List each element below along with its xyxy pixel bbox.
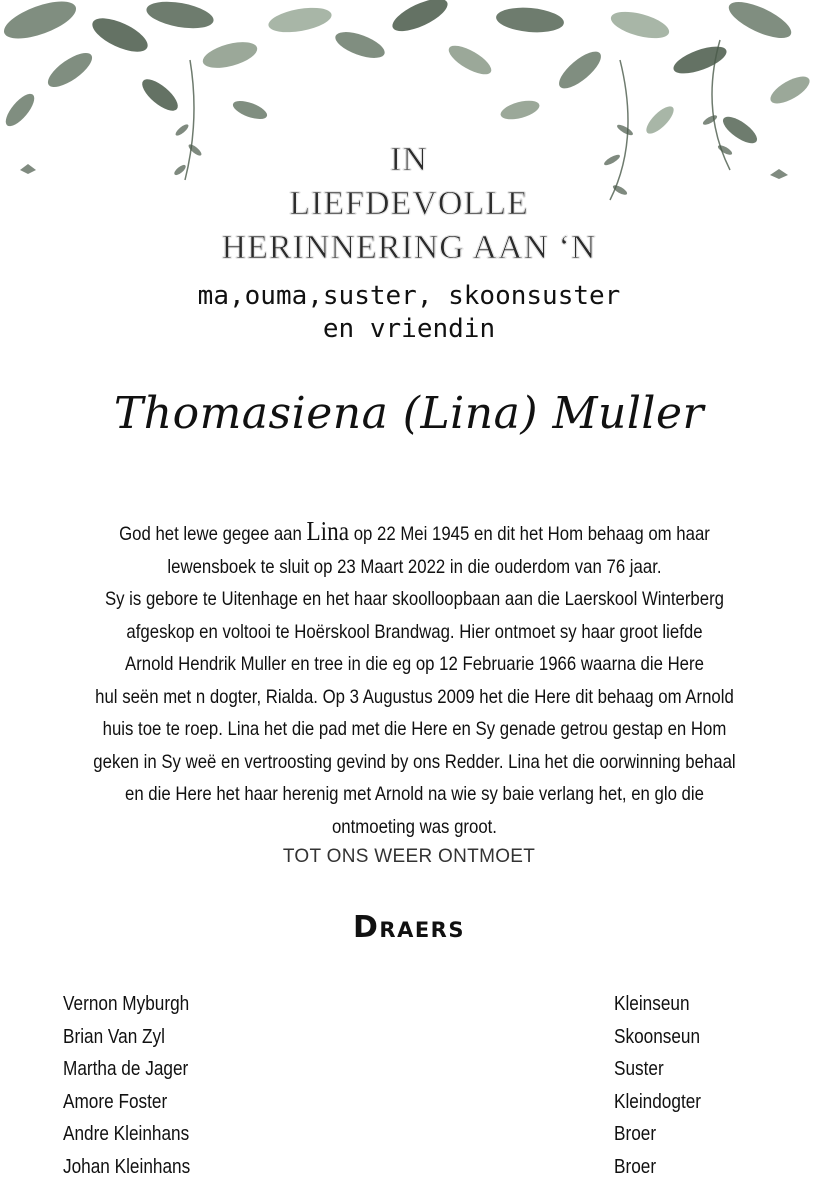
obituary-line: ontmoeting was groot.: [331, 815, 497, 838]
bearer-relation: Kleinseun: [614, 993, 690, 1015]
bearer-name: Andre Kleinhans: [63, 1123, 190, 1145]
relationship-subtitle: [0, 280, 818, 346]
bearer-relation: Broer: [614, 1155, 657, 1178]
subtitle-line: ma,ouma,suster, skoonsuster: [197, 281, 621, 311]
bearer-relation: Kleindogter: [614, 1090, 702, 1113]
bearer-row: [0, 988, 818, 1021]
bearer-relation: Skoonseun: [614, 1025, 701, 1048]
bearers-list: [0, 988, 818, 1183]
obituary-line: huis toe te roep. Lina het die pad met die Here en Sy genade getrou gestap en Hom: [102, 718, 727, 740]
bearer-row: [0, 1151, 818, 1184]
title-line: LIEFDEVOLLE: [289, 185, 529, 222]
obituary-name-emphasis: Lina: [306, 516, 350, 546]
title-line: HERINNERING AAN ‘N: [221, 229, 597, 266]
obituary-line: hul seën met n dogter, Rialda. Op 3 Augustus 2009 het die Here dit behaag om Arnold: [95, 685, 734, 708]
bearer-name: Vernon Myburgh: [63, 993, 190, 1015]
obituary-line: [19, 515, 809, 551]
memorial-title: [0, 140, 818, 268]
obituary-line: geken in Sy weë en vertroosting gevind by ons Redder. Lina het die oorwinning behaal: [93, 750, 736, 773]
obituary-line-part: op 22 Mei 1945 en dit het Hom behaag om haar: [349, 523, 710, 545]
bearer-relation: Suster: [614, 1058, 664, 1080]
bearer-row: [0, 1086, 818, 1119]
obituary-line: afgeskop en voltooi te Hoërskool Brandwag. Hier ontmoet sy haar groot liefde: [126, 620, 703, 643]
bearer-row: [0, 1118, 818, 1151]
bearer-name: Johan Kleinhans: [63, 1155, 191, 1178]
bearers-heading: Draers: [353, 910, 465, 945]
bearer-row: [0, 1021, 818, 1054]
obituary-line-part: God het lewe gegee aan: [119, 523, 307, 545]
bearer-name: Brian Van Zyl: [63, 1025, 165, 1048]
subtitle-line: en vriendin: [322, 314, 496, 344]
obituary-line: Arnold Hendrik Muller en tree in die eg op 12 Februarie 1966 waarna die Here: [125, 653, 704, 675]
deceased-name: Thomasiena (Lina) Muller: [113, 388, 705, 439]
bearer-row: [0, 1053, 818, 1086]
closing-phrase: TOT ONS WEER ONTMOET: [282, 846, 536, 867]
obituary-text: [19, 515, 809, 843]
obituary-line: lewensboek te sluit op 23 Maart 2022 in die ouderdom van 76 jaar.: [167, 555, 662, 578]
bearer-name: Amore Foster: [63, 1090, 168, 1113]
obituary-line: Sy is gebore te Uitenhage en het haar skoolloopbaan aan die Laerskool Winterberg: [104, 588, 724, 610]
bearer-name: Martha de Jager: [63, 1058, 189, 1080]
bearer-relation: Broer: [614, 1123, 657, 1145]
title-line: IN: [390, 141, 428, 178]
obituary-line: en die Here het haar herenig met Arnold na wie sy baie verlang het, en glo die: [124, 783, 704, 805]
